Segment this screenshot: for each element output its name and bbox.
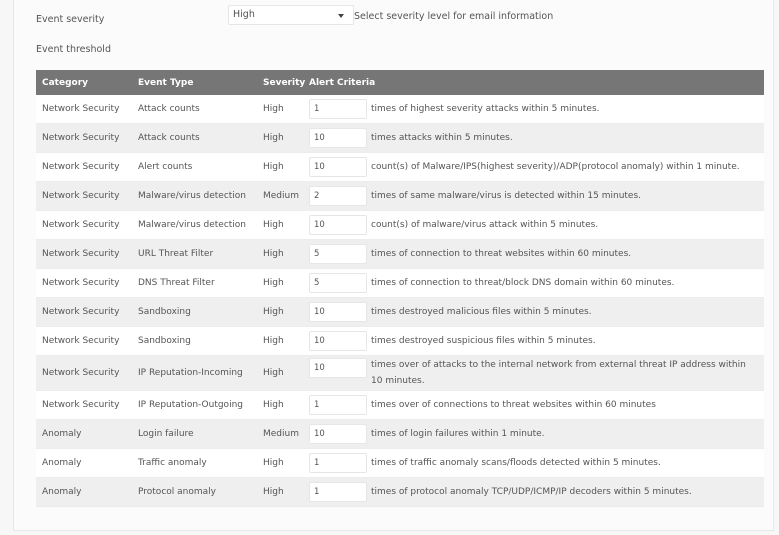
alert-criteria-description: times over of attacks to the internal network from external threat IP address within 10 minutes. xyxy=(371,359,746,386)
alert-criteria-input[interactable]: 10 xyxy=(309,424,367,444)
cell-event-type: Attack counts xyxy=(132,124,257,153)
table-row xyxy=(36,182,764,211)
cell-severity: High xyxy=(257,153,307,182)
cell-event-type: Traffic anomaly xyxy=(132,449,257,478)
alert-criteria-input[interactable]: 5 xyxy=(309,244,367,264)
cell-category: Network Security xyxy=(36,269,132,298)
alert-criteria-input[interactable]: 10 xyxy=(309,157,367,177)
cell-severity: High xyxy=(257,124,307,153)
cell-event-type: Login failure xyxy=(132,420,257,449)
cell-category: Network Security xyxy=(36,182,132,211)
cell-event-type: Malware/virus detection xyxy=(132,211,257,240)
cell-alert-criteria xyxy=(307,449,764,478)
cell-event-type: DNS Threat Filter xyxy=(132,269,257,298)
table-row xyxy=(36,356,764,391)
header-severity: Severity xyxy=(257,70,307,95)
table-row xyxy=(36,478,764,507)
cell-category: Network Security xyxy=(36,153,132,182)
table-row xyxy=(36,211,764,240)
alert-criteria-description: count(s) of malware/virus attack within 5 minutes. xyxy=(371,220,599,230)
alert-criteria-description: times of protocol anomaly TCP/UDP/ICMP/IP decoders within 5 minutes. xyxy=(371,487,692,497)
alert-criteria-description: times of connection to threat/block DNS domain within 60 minutes. xyxy=(371,278,675,288)
alert-criteria-input[interactable]: 10 xyxy=(309,215,367,235)
cell-category: Anomaly xyxy=(36,449,132,478)
alert-criteria-input[interactable]: 10 xyxy=(309,302,367,322)
alert-criteria-input[interactable]: 1 xyxy=(309,395,367,415)
alert-criteria-description: times of login failures within 1 minute. xyxy=(371,429,545,439)
alert-criteria-input[interactable]: 5 xyxy=(309,273,367,293)
header-alert-criteria: Alert Criteria xyxy=(307,70,764,95)
cell-alert-criteria xyxy=(307,327,764,356)
alert-criteria-description: times attacks within 5 minutes. xyxy=(371,133,513,143)
table-row xyxy=(36,298,764,327)
table-row xyxy=(36,124,764,153)
cell-alert-criteria xyxy=(307,124,764,153)
table-header-row xyxy=(36,70,764,95)
cell-alert-criteria xyxy=(307,153,764,182)
cell-severity: High xyxy=(257,211,307,240)
cell-severity: Medium xyxy=(257,182,307,211)
cell-category: Network Security xyxy=(36,391,132,420)
cell-alert-criteria xyxy=(307,182,764,211)
cell-category: Network Security xyxy=(36,298,132,327)
header-category: Category xyxy=(36,70,132,95)
cell-severity: High xyxy=(257,449,307,478)
cell-alert-criteria xyxy=(307,298,764,327)
alert-criteria-description: times of traffic anomaly scans/floods detected within 5 minutes. xyxy=(371,458,661,468)
cell-alert-criteria xyxy=(307,391,764,420)
alert-criteria-description: times of connection to threat websites within 60 minutes. xyxy=(371,249,632,259)
table-row xyxy=(36,95,764,124)
cell-severity: High xyxy=(257,298,307,327)
cell-category: Network Security xyxy=(36,240,132,269)
cell-event-type: Attack counts xyxy=(132,95,257,124)
alert-criteria-description: times of highest severity attacks within 5 minutes. xyxy=(371,104,600,114)
cell-event-type: Sandboxing xyxy=(132,298,257,327)
cell-event-type: Sandboxing xyxy=(132,327,257,356)
table-row xyxy=(36,449,764,478)
alert-criteria-description: times destroyed malicious files within 5 minutes. xyxy=(371,307,592,317)
table-row xyxy=(36,153,764,182)
cell-category: Network Security xyxy=(36,356,132,391)
cell-severity: High xyxy=(257,356,307,391)
cell-severity: High xyxy=(257,327,307,356)
table-row xyxy=(36,420,764,449)
cell-severity: High xyxy=(257,269,307,298)
event-threshold-label: Event threshold xyxy=(36,44,111,55)
header-event-type: Event Type xyxy=(132,70,257,95)
cell-category: Anomaly xyxy=(36,478,132,507)
cell-alert-criteria xyxy=(307,420,764,449)
alert-criteria-input[interactable]: 1 xyxy=(309,482,367,502)
cell-category: Network Security xyxy=(36,95,132,124)
alert-criteria-input[interactable]: 2 xyxy=(309,186,367,206)
cell-category: Network Security xyxy=(36,124,132,153)
cell-category: Network Security xyxy=(36,211,132,240)
cell-event-type: IP Reputation-Incoming xyxy=(132,356,257,391)
cell-alert-criteria xyxy=(307,95,764,124)
event-severity-label: Event severity xyxy=(36,14,105,25)
cell-category: Anomaly xyxy=(36,420,132,449)
alert-criteria-input[interactable]: 1 xyxy=(309,99,367,119)
alert-criteria-description: times of same malware/virus is detected within 15 minutes. xyxy=(371,191,642,201)
alert-criteria-description: count(s) of Malware/IPS(highest severity)/ADP(protocol anomaly) within 1 minute. xyxy=(371,162,740,172)
alert-criteria-input[interactable]: 10 xyxy=(309,358,367,378)
event-severity-hint: Select severity level for email information xyxy=(354,11,554,22)
event-severity-value: High xyxy=(233,9,255,20)
cell-event-type: Protocol anomaly xyxy=(132,478,257,507)
cell-severity: High xyxy=(257,240,307,269)
cell-category: Network Security xyxy=(36,327,132,356)
table-row xyxy=(36,269,764,298)
cell-alert-criteria xyxy=(307,269,764,298)
alert-criteria-description: times over of connections to threat websites within 60 minutes xyxy=(371,400,656,410)
table-row xyxy=(36,240,764,269)
cell-severity: High xyxy=(257,478,307,507)
cell-severity: High xyxy=(257,391,307,420)
event-threshold-table xyxy=(36,70,764,507)
cell-event-type: IP Reputation-Outgoing xyxy=(132,391,257,420)
alert-criteria-input[interactable]: 1 xyxy=(309,453,367,473)
cell-severity: High xyxy=(257,95,307,124)
alert-criteria-input[interactable]: 10 xyxy=(309,128,367,148)
alert-criteria-description: times destroyed suspicious files within 5 minutes. xyxy=(371,336,596,346)
cell-severity: Medium xyxy=(257,420,307,449)
cell-alert-criteria xyxy=(307,211,764,240)
cell-event-type: URL Threat Filter xyxy=(132,240,257,269)
cell-alert-criteria xyxy=(307,478,764,507)
cell-event-type: Malware/virus detection xyxy=(132,182,257,211)
chevron-down-icon xyxy=(338,14,344,18)
event-severity-select[interactable] xyxy=(228,5,354,25)
cell-alert-criteria xyxy=(307,240,764,269)
table-row xyxy=(36,327,764,356)
table-row xyxy=(36,391,764,420)
alert-criteria-input[interactable]: 10 xyxy=(309,331,367,351)
cell-event-type: Alert counts xyxy=(132,153,257,182)
cell-alert-criteria xyxy=(307,356,764,391)
